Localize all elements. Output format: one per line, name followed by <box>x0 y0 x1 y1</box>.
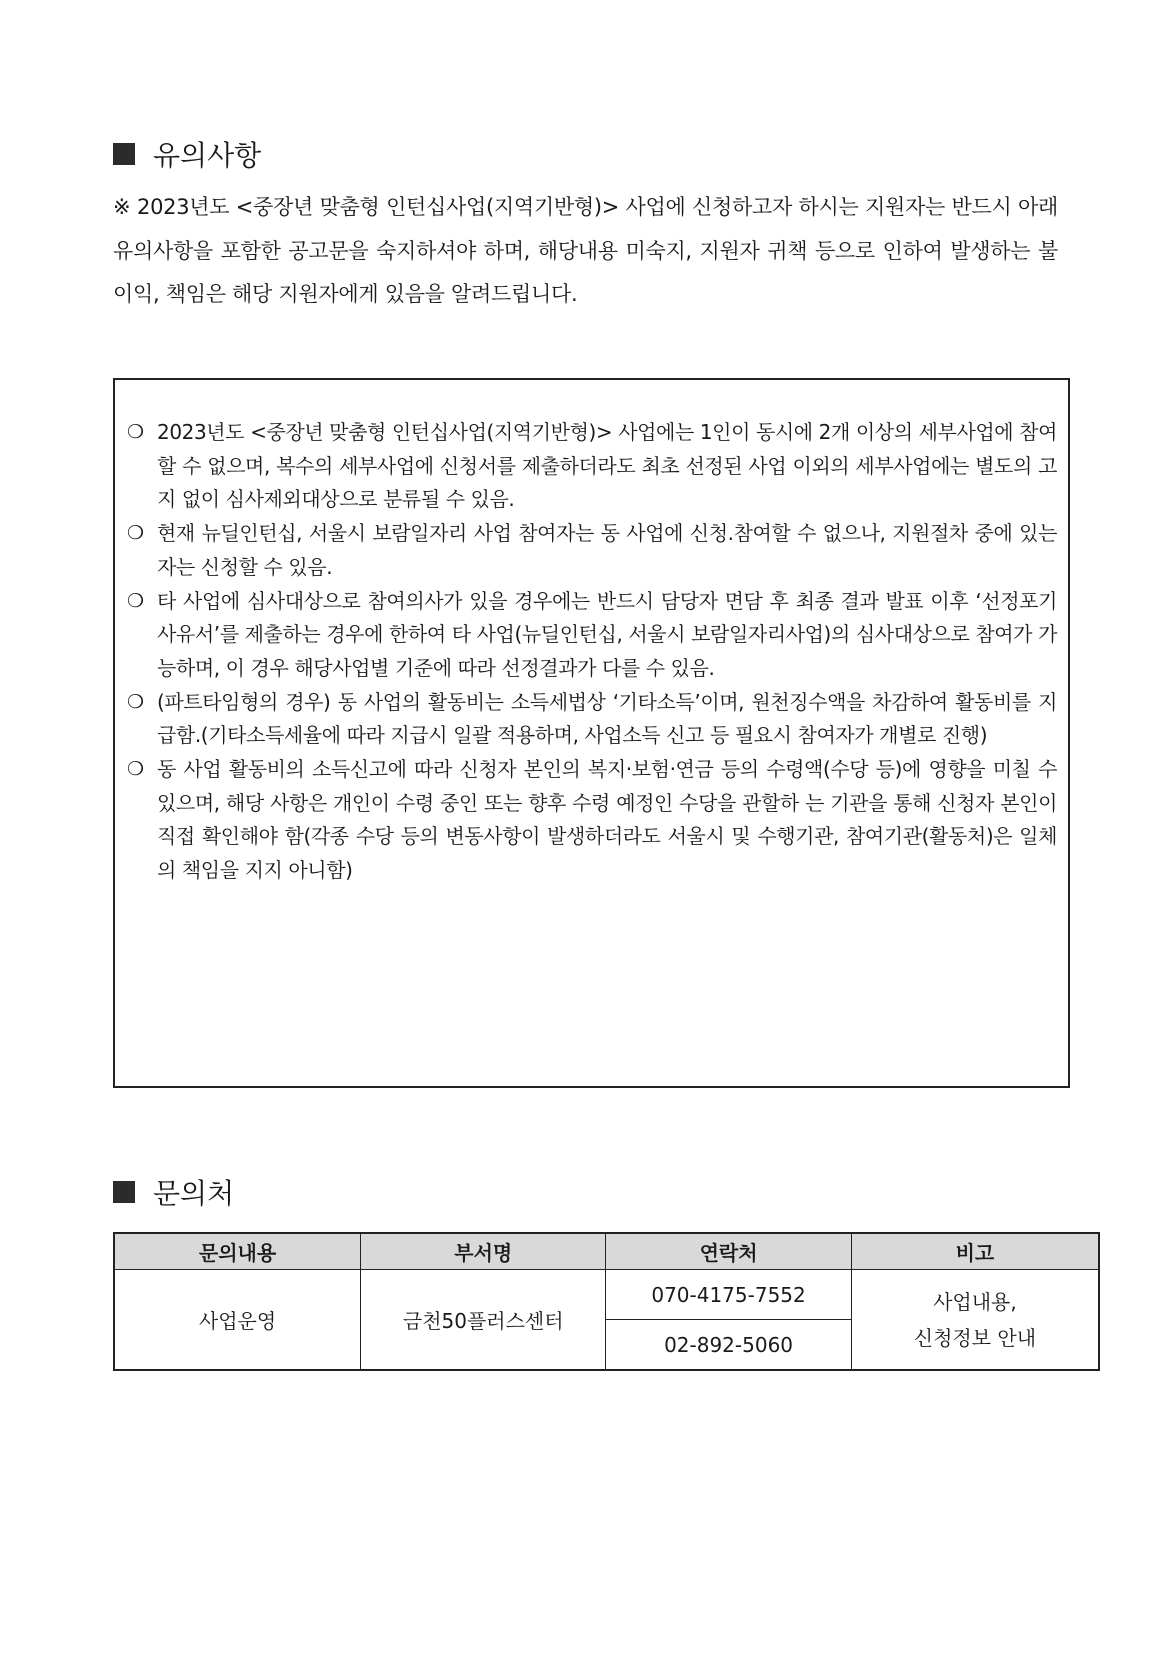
header-contact: 연락처 <box>606 1233 851 1270</box>
notice-item <box>127 585 1057 686</box>
contact-table <box>113 1232 1100 1371</box>
table-row <box>114 1270 1099 1320</box>
square-bullet-icon <box>113 1181 135 1203</box>
circle-bullet-icon: ❍ <box>127 522 144 545</box>
cell-department: 금천50플러스센터 <box>361 1270 606 1371</box>
square-bullet-icon <box>113 143 135 165</box>
notice-item-text: 동 사업 활동비의 소득신고에 따라 신청자 본인의 복지·보험·연금 등의 수령액(수당 등)에 영향을 미칠 수 있으며, 해당 사항은 개인이 수령 중인 또는 향후 수령 예정인 수당을 관할하 는 기관을 통해 신청자 본인이 직접 확인해야 함(각종 수당 등의 변동사항이 발생하더라도 서울시 및 수행기관, 참여기관(활동처)은 일체의 책임을 지지 아니함) <box>157 757 1057 883</box>
notice-section-title <box>113 134 261 174</box>
note-line-1: 사업내용, <box>933 1289 1017 1314</box>
notice-item-text: 2023년도 <중장년 맞춤형 인턴십사업(지역기반형)> 사업에는 1인이 동시에 2개 이상의 세부사업에 참여할 수 없으며, 복수의 세부사업에 신청서를 제출하더라도 최초 선정된 사업 이외의 세부사업에는 별도의 고지 없이 심사제외대상으로 분류될 수 있음. <box>157 420 1058 512</box>
contact-table-header-row <box>114 1233 1099 1270</box>
notice-item <box>127 686 1057 753</box>
notice-item <box>127 753 1057 888</box>
circle-bullet-icon: ❍ <box>127 589 144 612</box>
notice-item <box>127 517 1057 584</box>
notice-item <box>127 416 1057 517</box>
notice-box <box>113 378 1070 1088</box>
notice-item-text: 현재 뉴딜인턴십, 서울시 보람일자리 사업 참여자는 동 사업에 신청.참여할 수 없으나, 지원절차 중에 있는 자는 신청할 수 있음. <box>157 521 1057 579</box>
notice-list <box>127 416 1057 888</box>
cell-note <box>851 1270 1099 1371</box>
cell-phone-1: 070-4175-7552 <box>606 1270 851 1320</box>
cell-phone-2: 02-892-5060 <box>606 1320 851 1371</box>
circle-bullet-icon: ❍ <box>127 690 144 713</box>
cell-inquiry: 사업운영 <box>114 1270 361 1371</box>
header-department: 부서명 <box>361 1233 606 1270</box>
notice-item-text: (파트타임형의 경우) 동 사업의 활동비는 소득세법상 ‘기타소득’이며, 원천징수액을 차감하여 활동비를 지급함.(기타소득세율에 따라 지급시 일괄 적용하며, 사업소득 신고 등 필요시 참여자가 개별로 진행) <box>157 689 1057 748</box>
circle-bullet-icon: ❍ <box>127 421 144 443</box>
note-line-2: 신청정보 안내 <box>913 1325 1037 1350</box>
notice-title-text: 유의사항 <box>153 139 262 172</box>
circle-bullet-icon: ❍ <box>127 758 144 781</box>
contact-section-title <box>113 1172 234 1212</box>
header-inquiry: 문의내용 <box>114 1233 361 1270</box>
contact-title-text: 문의처 <box>153 1177 235 1210</box>
notice-intro-paragraph: ※ 2023년도 <중장년 맞춤형 인턴십사업(지역기반형)> 사업에 신청하고자 하시는 지원자는 반드시 아래 유의사항을 포함한 공고문을 숙지하셔야 하며, 해당내용 미숙지, 지원자 귀책 등으로 인하여 발생하는 불이익, 책임은 해당 지원자에게 있음을 알려드립니다. <box>113 195 1058 306</box>
notice-item-text: 타 사업에 심사대상으로 참여의사가 있을 경우에는 반드시 담당자 면담 후 최종 결과 발표 이후 ‘선정포기 사유서’를 제출하는 경우에 한하여 타 사업(뉴딜인턴십, 서울시 보람일자리사업)의 심사대상으로 참여가 가능하며, 이 경우 해당사업별 기준에 따라 선정결과가 다를 수 있음. <box>157 588 1057 680</box>
header-note: 비고 <box>851 1233 1099 1270</box>
